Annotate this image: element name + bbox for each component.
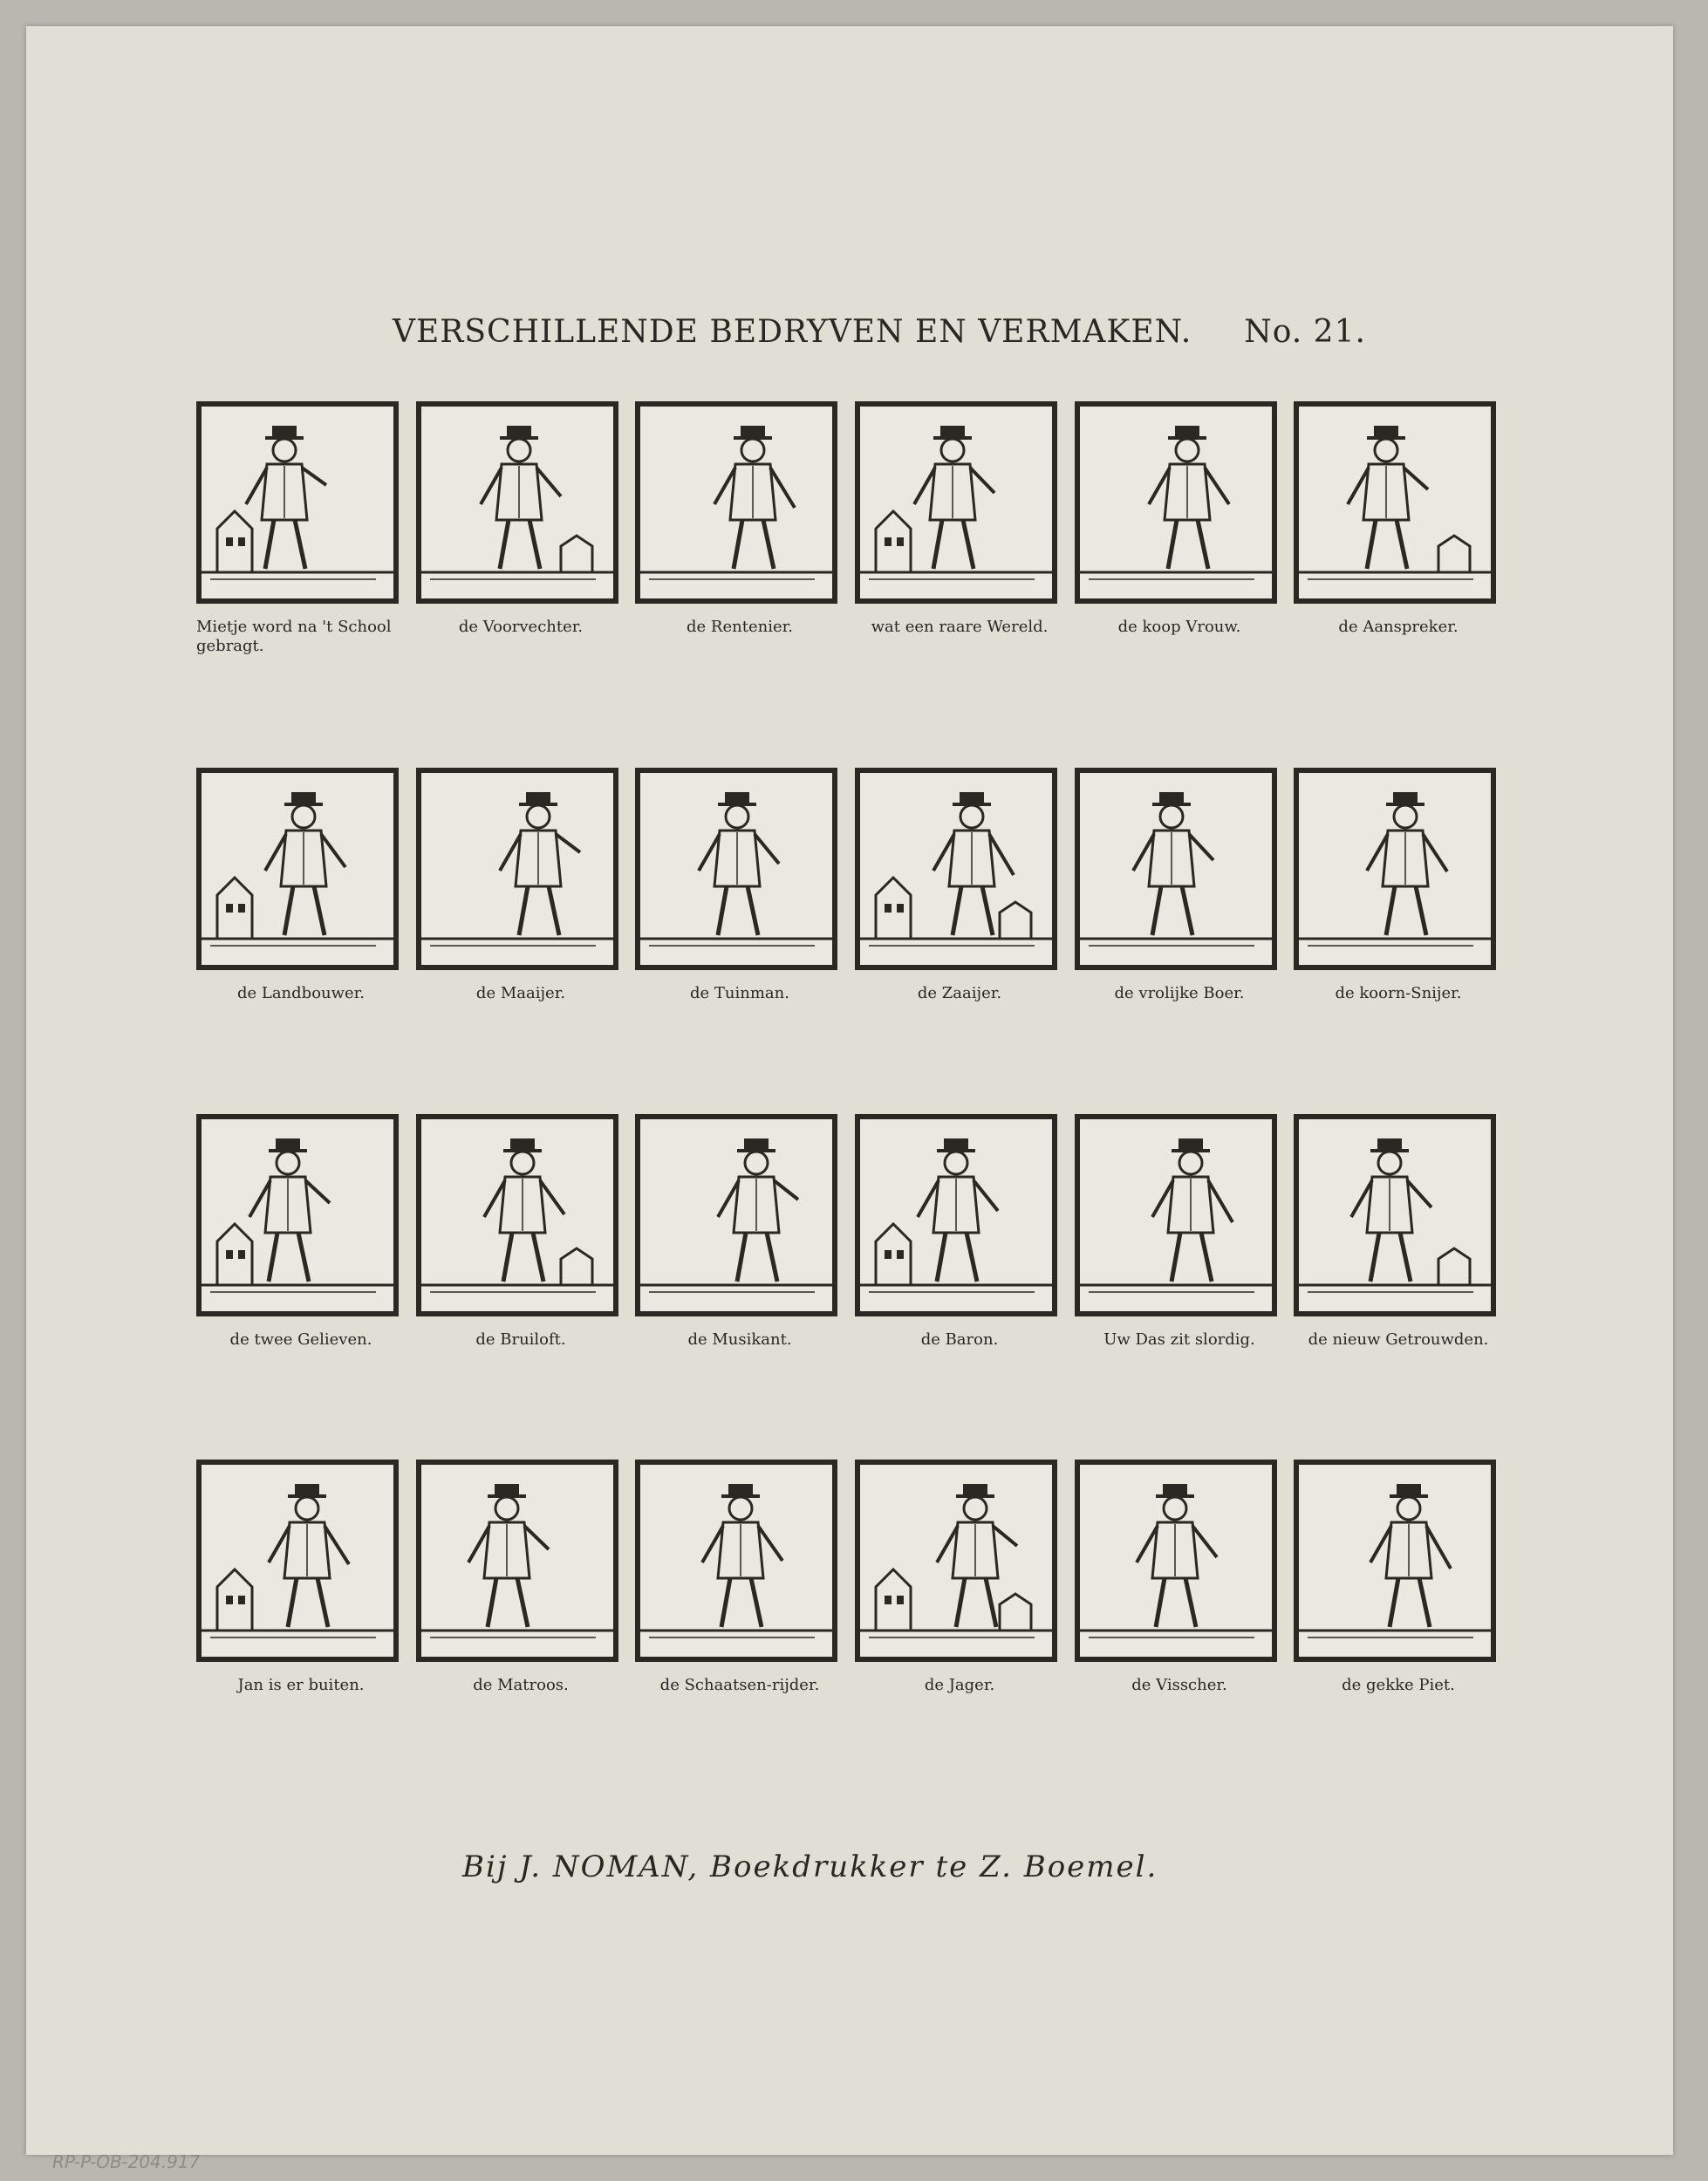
woodcut-caption: de Bruiloft. <box>475 1330 566 1349</box>
woodcut-illustration <box>196 1460 399 1662</box>
woodcut-illustration <box>1294 768 1496 970</box>
woodcut-caption: de Landbouwer. <box>236 984 366 1002</box>
woodcut-illustration <box>196 401 399 604</box>
woodcut-caption: de Rentenier. <box>687 618 793 636</box>
archive-mark: RP-P-OB-204.917 <box>52 2151 201 2172</box>
woodcut-caption: wat een raare Wereld. <box>871 618 1049 636</box>
woodcut-caption: de Zaaijer. <box>917 984 1002 1002</box>
woodcut-illustration <box>855 768 1057 970</box>
woodcut-caption: de Maaijer. <box>475 984 566 1002</box>
woodcut-caption: de Schaatsen-rijder. <box>659 1676 820 1694</box>
woodcut-illustration <box>1075 1114 1277 1316</box>
woodcut-caption: de koop Vrouw. <box>1117 618 1241 636</box>
woodcut-illustration <box>1294 1460 1496 1662</box>
woodcut-caption: de nieuw Getrouwden. <box>1308 1330 1489 1349</box>
woodcut-illustration <box>1075 768 1277 970</box>
woodcut-illustration <box>635 1114 837 1316</box>
woodcut-illustration <box>635 401 837 604</box>
woodcut-illustration <box>1294 401 1496 604</box>
woodcut-illustration <box>196 1114 399 1316</box>
woodcut-illustration <box>855 1114 1057 1316</box>
woodcut-caption: de vrolijke Boer. <box>1114 984 1245 1002</box>
woodcut-caption: de Tuinman. <box>690 984 789 1002</box>
woodcut-illustration <box>416 1460 618 1662</box>
woodcut-illustration <box>1294 1114 1496 1316</box>
woodcut-caption: Uw Das zit slordig. <box>1103 1330 1255 1349</box>
woodcut-illustration <box>416 401 618 604</box>
woodcut-illustration <box>855 1460 1057 1662</box>
broadsheet <box>26 26 1673 2155</box>
title-text: VERSCHILLENDE BEDRYVEN EN VERMAKEN. <box>393 314 1192 350</box>
woodcut-caption: de Visscher. <box>1131 1676 1227 1694</box>
printer-imprint: Bij J. NOMAN, Boekdrukker te Z. Boemel. <box>462 1849 1158 1884</box>
woodcut-caption: de Aanspreker. <box>1338 618 1459 636</box>
woodcut-illustration <box>1075 401 1277 604</box>
sheet-title <box>393 314 1404 350</box>
woodcut-caption: de twee Gelieven. <box>229 1330 372 1349</box>
woodcut-caption: Mietje word na 't School gebragt. <box>196 618 392 655</box>
woodcut-illustration <box>416 1114 618 1316</box>
woodcut-caption: de Baron. <box>920 1330 999 1349</box>
woodcut-illustration <box>855 401 1057 604</box>
woodcut-illustration <box>635 1460 837 1662</box>
woodcut-caption: de Voorvechter. <box>458 618 584 636</box>
woodcut-illustration <box>1075 1460 1277 1662</box>
woodcut-caption: de Matroos. <box>473 1676 569 1694</box>
woodcut-caption: de koorn-Snijer. <box>1335 984 1462 1002</box>
woodcut-caption: de Jager. <box>924 1676 995 1694</box>
woodcut-caption: de gekke Piet. <box>1342 1676 1455 1694</box>
woodcut-illustration <box>635 768 837 970</box>
sheet-number: No. 21. <box>1244 314 1366 350</box>
woodcut-illustration <box>416 768 618 970</box>
woodcut-illustration <box>196 768 399 970</box>
woodcut-caption: Jan is er buiten. <box>237 1676 365 1694</box>
woodcut-caption: de Musikant. <box>687 1330 792 1349</box>
